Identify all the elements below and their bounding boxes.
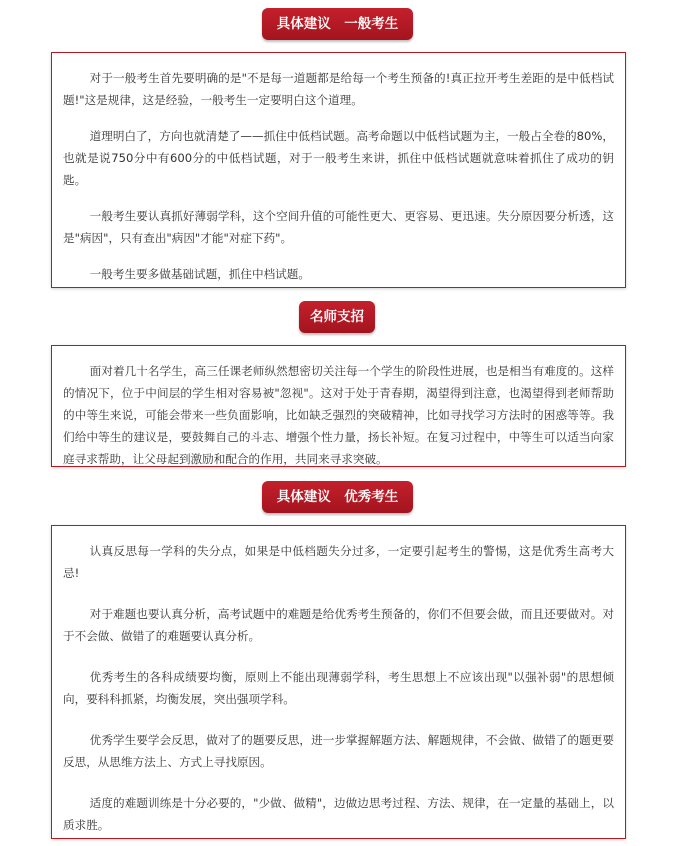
section-title-badge-teacher-tips: 名师支招	[299, 301, 375, 333]
paragraph: 面对着几十名学生，高三任课老师纵然想密切关注每一个学生的阶段性进展，也是相当有难度的。这样的情况下，位于中间层的学生相对容易被"忽视"。这对于处于青春期，渴望得到注意，也渴望得到老师帮助的中等生来说，可能会带来一些负面影响，比如缺乏强烈的突破精神，比如寻找学习方法时的困惑等等。我们给中等生的建议是，要鼓舞自己的斗志、增强个性力量，扬长补短。在复习过程中，中等生可以适当向家庭寻求帮助，让父母起到激励和配合的作用，共同来寻求突破。	[63, 364, 614, 466]
paragraph: 优秀考生的各科成绩要均衡，原则上不能出现薄弱学科，考生思想上不应该出现"以强补弱"的思想倾向，要科科抓紧，均衡发展，突出强项学科。	[63, 670, 614, 706]
section-title-badge-general: 具体建议 一般考生	[262, 8, 413, 40]
content-box-teacher-tips	[51, 345, 626, 467]
section-title-badge-excellent: 具体建议 优秀考生	[262, 481, 413, 513]
paragraph: 道理明白了，方向也就清楚了——抓住中低档试题。高考命题以中低档试题为主，一般占全卷的80%，也就是说750分中有600分的中低档试题，对于一般考生来讲，抓住中低档试题就意味着抓住了成功的钥匙。	[63, 129, 614, 187]
content-box-general-students	[51, 52, 626, 288]
paragraph: 对于一般考生首先要明确的是"不是每一道题都是给每一个考生预备的!真正拉开考生差距的是中低档试题!"这是规律，这是经验，一般考生一定要明白这个道理。	[63, 71, 614, 107]
content-box-excellent-students	[51, 525, 626, 839]
paragraph: 一般考生要多做基础试题，抓住中档试题。	[89, 267, 310, 281]
paragraph: 对于难题也要认真分析，高考试题中的难题是给优秀考生预备的，你们不但要会做，而且还要做对。对于不会做、做错了的难题要认真分析。	[63, 607, 614, 643]
paragraph: 优秀学生要学会反思，做对了的题要反思，进一步掌握解题方法、解题规律，不会做、做错了的题更要反思，从思维方法上、方式上寻找原因。	[63, 733, 614, 769]
paragraph: 适度的难题训练是十分必要的，"少做、做精"，边做边思考过程、方法、规律，在一定量的基础上，以质求胜。	[63, 796, 614, 832]
paragraph: 一般考生要认真抓好薄弱学科，这个空间升值的可能性更大、更容易、更迅速。失分原因要分析透，这是"病因"，只有查出"病因"才能"对症下药"。	[63, 209, 614, 245]
paragraph: 认真反思每一学科的失分点，如果是中低档题失分过多，一定要引起考生的警惕，这是优秀生高考大忌!	[63, 544, 614, 580]
